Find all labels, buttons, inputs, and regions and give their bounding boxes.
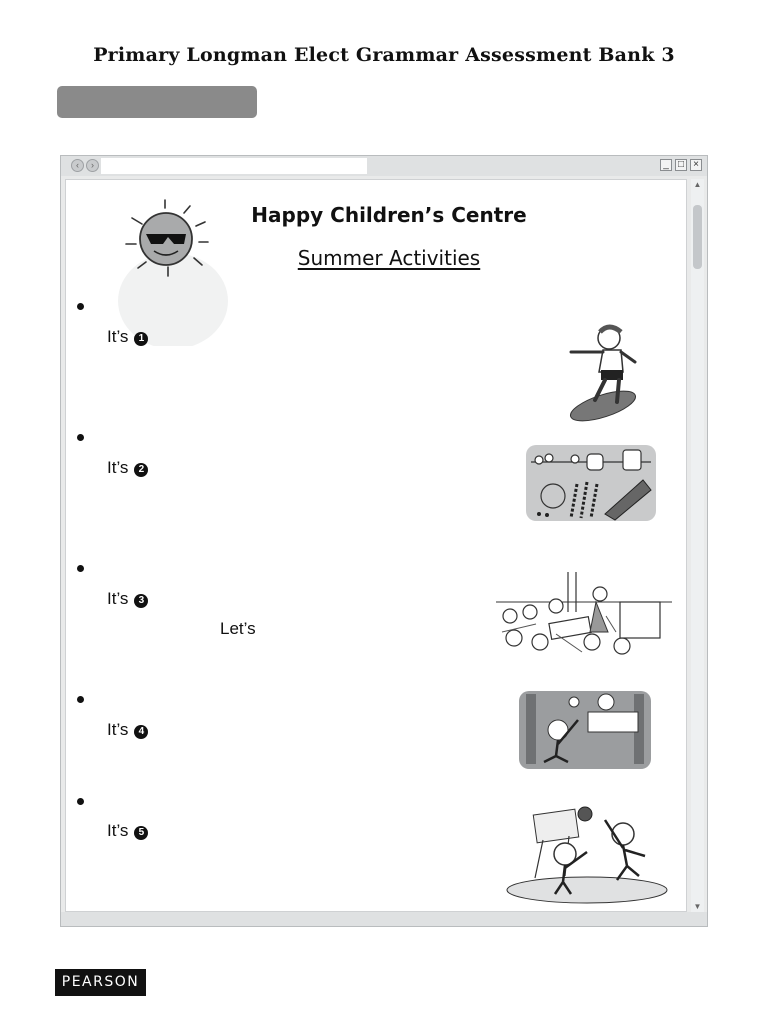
number-marker: 5 <box>134 826 148 840</box>
minimize-icon[interactable]: _ <box>660 159 672 171</box>
window-titlebar <box>61 156 707 176</box>
address-bar[interactable] <box>101 158 367 174</box>
activity-prefix: It’s <box>107 589 129 608</box>
activity-2-text <box>107 458 148 478</box>
number-marker: 4 <box>134 725 148 739</box>
bullet <box>77 434 84 441</box>
number-marker: 3 <box>134 594 148 608</box>
close-icon[interactable]: × <box>690 159 702 171</box>
number-marker: 2 <box>134 463 148 477</box>
activity-prefix: It’s <box>107 458 129 477</box>
pearson-logo: PEARSON <box>55 969 146 996</box>
page-header-title: Primary Longman Elect Grammar Assessment Bank 3 <box>93 44 675 66</box>
activity-4-text <box>107 720 148 740</box>
back-icon[interactable]: ‹ <box>71 159 84 172</box>
section-label-bar <box>57 86 257 118</box>
activity-1-text <box>107 327 148 347</box>
activity-3-text <box>107 589 148 609</box>
activity-prefix: It’s <box>107 720 129 739</box>
surfing-boy-picture <box>565 322 645 422</box>
maximize-icon[interactable]: □ <box>675 159 687 171</box>
activity-prefix: It’s <box>107 327 129 346</box>
window-bottom-bar <box>61 912 707 926</box>
basketball-cats-picture <box>505 806 670 904</box>
classroom-picture <box>496 572 672 656</box>
bullet <box>77 696 84 703</box>
scroll-up-icon[interactable]: ▲ <box>693 180 702 189</box>
scroll-down-icon[interactable]: ▼ <box>693 902 702 911</box>
lets-text: Let’s <box>220 619 256 638</box>
bullet <box>77 798 84 805</box>
activity-5-text <box>107 821 148 841</box>
forward-icon[interactable]: › <box>86 159 99 172</box>
activities-subtitle: Summer Activities <box>297 246 481 270</box>
activity-prefix: It’s <box>107 821 129 840</box>
number-marker: 1 <box>134 332 148 346</box>
bullet <box>77 303 84 310</box>
puppet-show-picture <box>518 690 652 770</box>
bead-crafts-picture <box>525 444 657 522</box>
vertical-scrollbar[interactable] <box>691 179 704 914</box>
bullet <box>77 565 84 572</box>
centre-title: Happy Children’s Centre <box>251 203 527 227</box>
